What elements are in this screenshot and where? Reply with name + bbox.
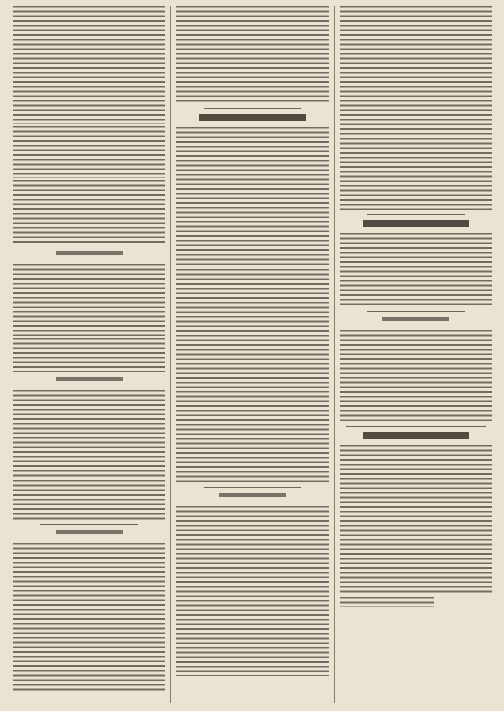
divider-rule [40, 524, 138, 525]
section-heading [13, 251, 165, 263]
article-block [340, 330, 492, 422]
body-text-lines [340, 233, 492, 307]
article-block [13, 543, 165, 693]
section-heading [340, 317, 492, 329]
body-text-lines [176, 391, 328, 483]
divider-rule [367, 214, 465, 215]
body-text-lines [13, 180, 165, 246]
article-block [13, 264, 165, 372]
body-text-lines [13, 264, 165, 336]
body-text-lines [176, 269, 328, 389]
section-heading-mark [219, 493, 286, 497]
divider-rule [204, 108, 302, 109]
section-heading-mark [382, 317, 449, 321]
section-heading-mark [363, 432, 470, 439]
article-block [176, 6, 328, 104]
body-text-lines [340, 330, 492, 422]
article-block [340, 445, 492, 607]
section-heading-mark [363, 220, 470, 227]
section-heading [13, 377, 165, 389]
section-heading-mark [56, 251, 123, 255]
body-text-lines [340, 445, 492, 595]
body-text-lines [13, 126, 165, 178]
body-text-lines [176, 6, 328, 104]
section-heading [176, 493, 328, 505]
body-text-lines [13, 480, 165, 520]
body-text-lines [340, 597, 434, 607]
article-block [176, 127, 328, 483]
article-block [13, 6, 165, 246]
section-heading [176, 114, 328, 126]
section-heading [13, 530, 165, 542]
divider-rule [346, 426, 486, 427]
article-block [340, 233, 492, 307]
column-3 [334, 6, 497, 703]
section-heading [340, 432, 492, 444]
divider-rule [204, 487, 302, 488]
body-text-lines [13, 390, 165, 478]
section-heading-mark [56, 530, 123, 534]
divider-rule [367, 311, 465, 312]
body-text-lines [13, 543, 165, 693]
body-text-lines [176, 127, 328, 267]
article-block [13, 390, 165, 520]
body-text-lines [340, 6, 492, 136]
column-1 [8, 6, 170, 703]
body-text-lines [13, 338, 165, 372]
column-2 [170, 6, 333, 703]
article-block [340, 6, 492, 210]
body-text-lines [13, 6, 165, 124]
section-heading [340, 220, 492, 232]
body-text-lines [176, 506, 328, 676]
body-text-lines [340, 138, 492, 210]
section-heading-mark [56, 377, 123, 381]
section-heading-mark [199, 114, 306, 121]
article-block [176, 506, 328, 676]
